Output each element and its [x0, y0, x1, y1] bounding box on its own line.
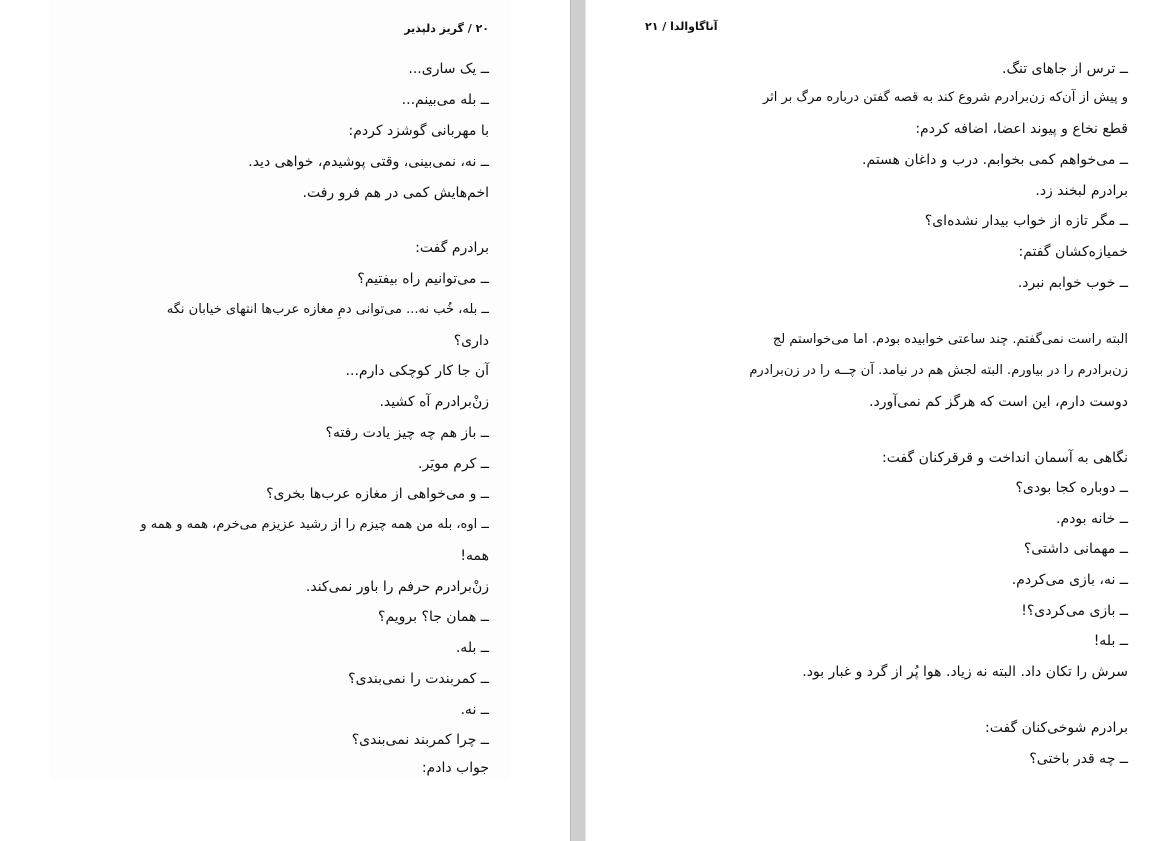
text-line: البته راست نمی‌گفتم. چند ساعتی خوابیده بودم. اما می‌خواستم لج — [772, 332, 1128, 347]
text-line: ــ بله، خُب نه... می‌توانی دمِ مغازه عرب‌ها انتهای خیابان نگه — [166, 302, 489, 317]
text-line: خمیازه‌کشان گفتم: — [1018, 244, 1128, 260]
text-line: ــ کمربندت را نمی‌بندی؟ — [348, 671, 489, 687]
text-line: ــ بله. — [455, 640, 489, 656]
text-line: زنْ‌برادرم حرفم را باور نمی‌کند. — [305, 579, 489, 595]
text-line: ــ نه. — [460, 702, 489, 718]
left-page-text — [0, 0, 570, 841]
text-line: برادرم لبخند زد. — [1035, 183, 1128, 199]
text-line: ــ باز هم چه چیز یادت رفته؟ — [325, 425, 489, 441]
text-line: ــ می‌خواهم کمی بخوابم. درب و داغان هستم. — [862, 152, 1128, 168]
text-line: ــ و می‌خواهی از مغازه عرب‌ها بخری؟ — [266, 486, 489, 502]
text-line: ــ همان جا؟ برویم؟ — [378, 609, 489, 625]
text-line: برادرم گفت: — [415, 240, 489, 256]
text-line: ــ اوه، بله من همه چیزم را از رشید عزیزم می‌خرم، همه و همه و — [140, 517, 489, 532]
text-line: قطع نخاع و پیوند اعضا، اضافه کردم: — [915, 121, 1128, 137]
left-page — [0, 0, 570, 841]
text-line: همه! — [460, 548, 489, 564]
text-line: ــ چه قدر باختی؟ — [1029, 751, 1128, 767]
text-line: ــ بله! — [1093, 633, 1128, 649]
text-line: ــ نه، نمی‌بینی، وقتی پوشیدم، خواهی دید. — [248, 154, 489, 170]
text-line: آن جا کار کوچکی دارم... — [345, 363, 489, 379]
text-line: و پیش از آن‌که زن‌برادرم شروع کند به قصه گفتن درباره مرگ بر اثر — [762, 90, 1128, 105]
text-line: ــ مگر تازه از خواب بیدار نشده‌ای؟ — [924, 213, 1128, 229]
text-line: با مهربانی گوشزد کردم: — [348, 123, 489, 139]
right-page — [585, 0, 1172, 841]
text-line: ــ کرم مویَر. — [418, 456, 489, 472]
text-line: جواب دادم: — [421, 760, 489, 776]
left-page-header: ۲۰ / گریز دلپذیر — [404, 22, 489, 35]
text-line: ــ یک ساری... — [408, 61, 489, 77]
text-line: ــ بله می‌بینم... — [401, 92, 489, 108]
text-line: ــ مهمانی داشتی؟ — [1023, 541, 1128, 557]
text-line: ــ نه، بازی می‌کردم. — [1011, 572, 1128, 588]
text-line: اخم‌هایش کمی در هم فرو رفت. — [302, 185, 489, 201]
text-line: ــ می‌توانیم راه بیفتیم؟ — [357, 271, 489, 287]
text-line: نگاهی به آسمان انداخت و قرقرکنان گفت: — [882, 450, 1128, 466]
text-line: ــ بازی می‌کردی؟! — [1021, 603, 1128, 619]
text-line: ــ ترس از جاهای تنگ. — [1002, 61, 1128, 77]
text-line: ــ چرا کمربند نمی‌بندی؟ — [351, 732, 489, 748]
text-line: زنْ‌برادرم آه کشید. — [379, 394, 489, 410]
text-line: ــ دوباره کجا بودی؟ — [1015, 480, 1128, 496]
text-line: سرش را تکان داد. البته نه زیاد. هوا پُر از گرد و غبار بود. — [802, 664, 1128, 680]
text-line: زن‌برادرم را در بیاورم. البته لجش هم در نیامد. آن چــه را در زن‌برادرم — [749, 363, 1128, 378]
text-line: داری؟ — [453, 333, 489, 349]
text-line: ــ خانه بودم. — [1056, 511, 1128, 527]
text-line: برادرم شوخی‌کنان گفت: — [984, 720, 1128, 736]
text-line: ــ خوب خوابم نبرد. — [1017, 275, 1128, 291]
right-page-header: آناگاوالدا / ۲۱ — [645, 20, 718, 33]
right-page-text — [585, 0, 1172, 841]
text-line: دوست دارم، این است که هرگز کم نمی‌آورد. — [869, 394, 1128, 410]
book-spine-divider — [570, 0, 586, 841]
